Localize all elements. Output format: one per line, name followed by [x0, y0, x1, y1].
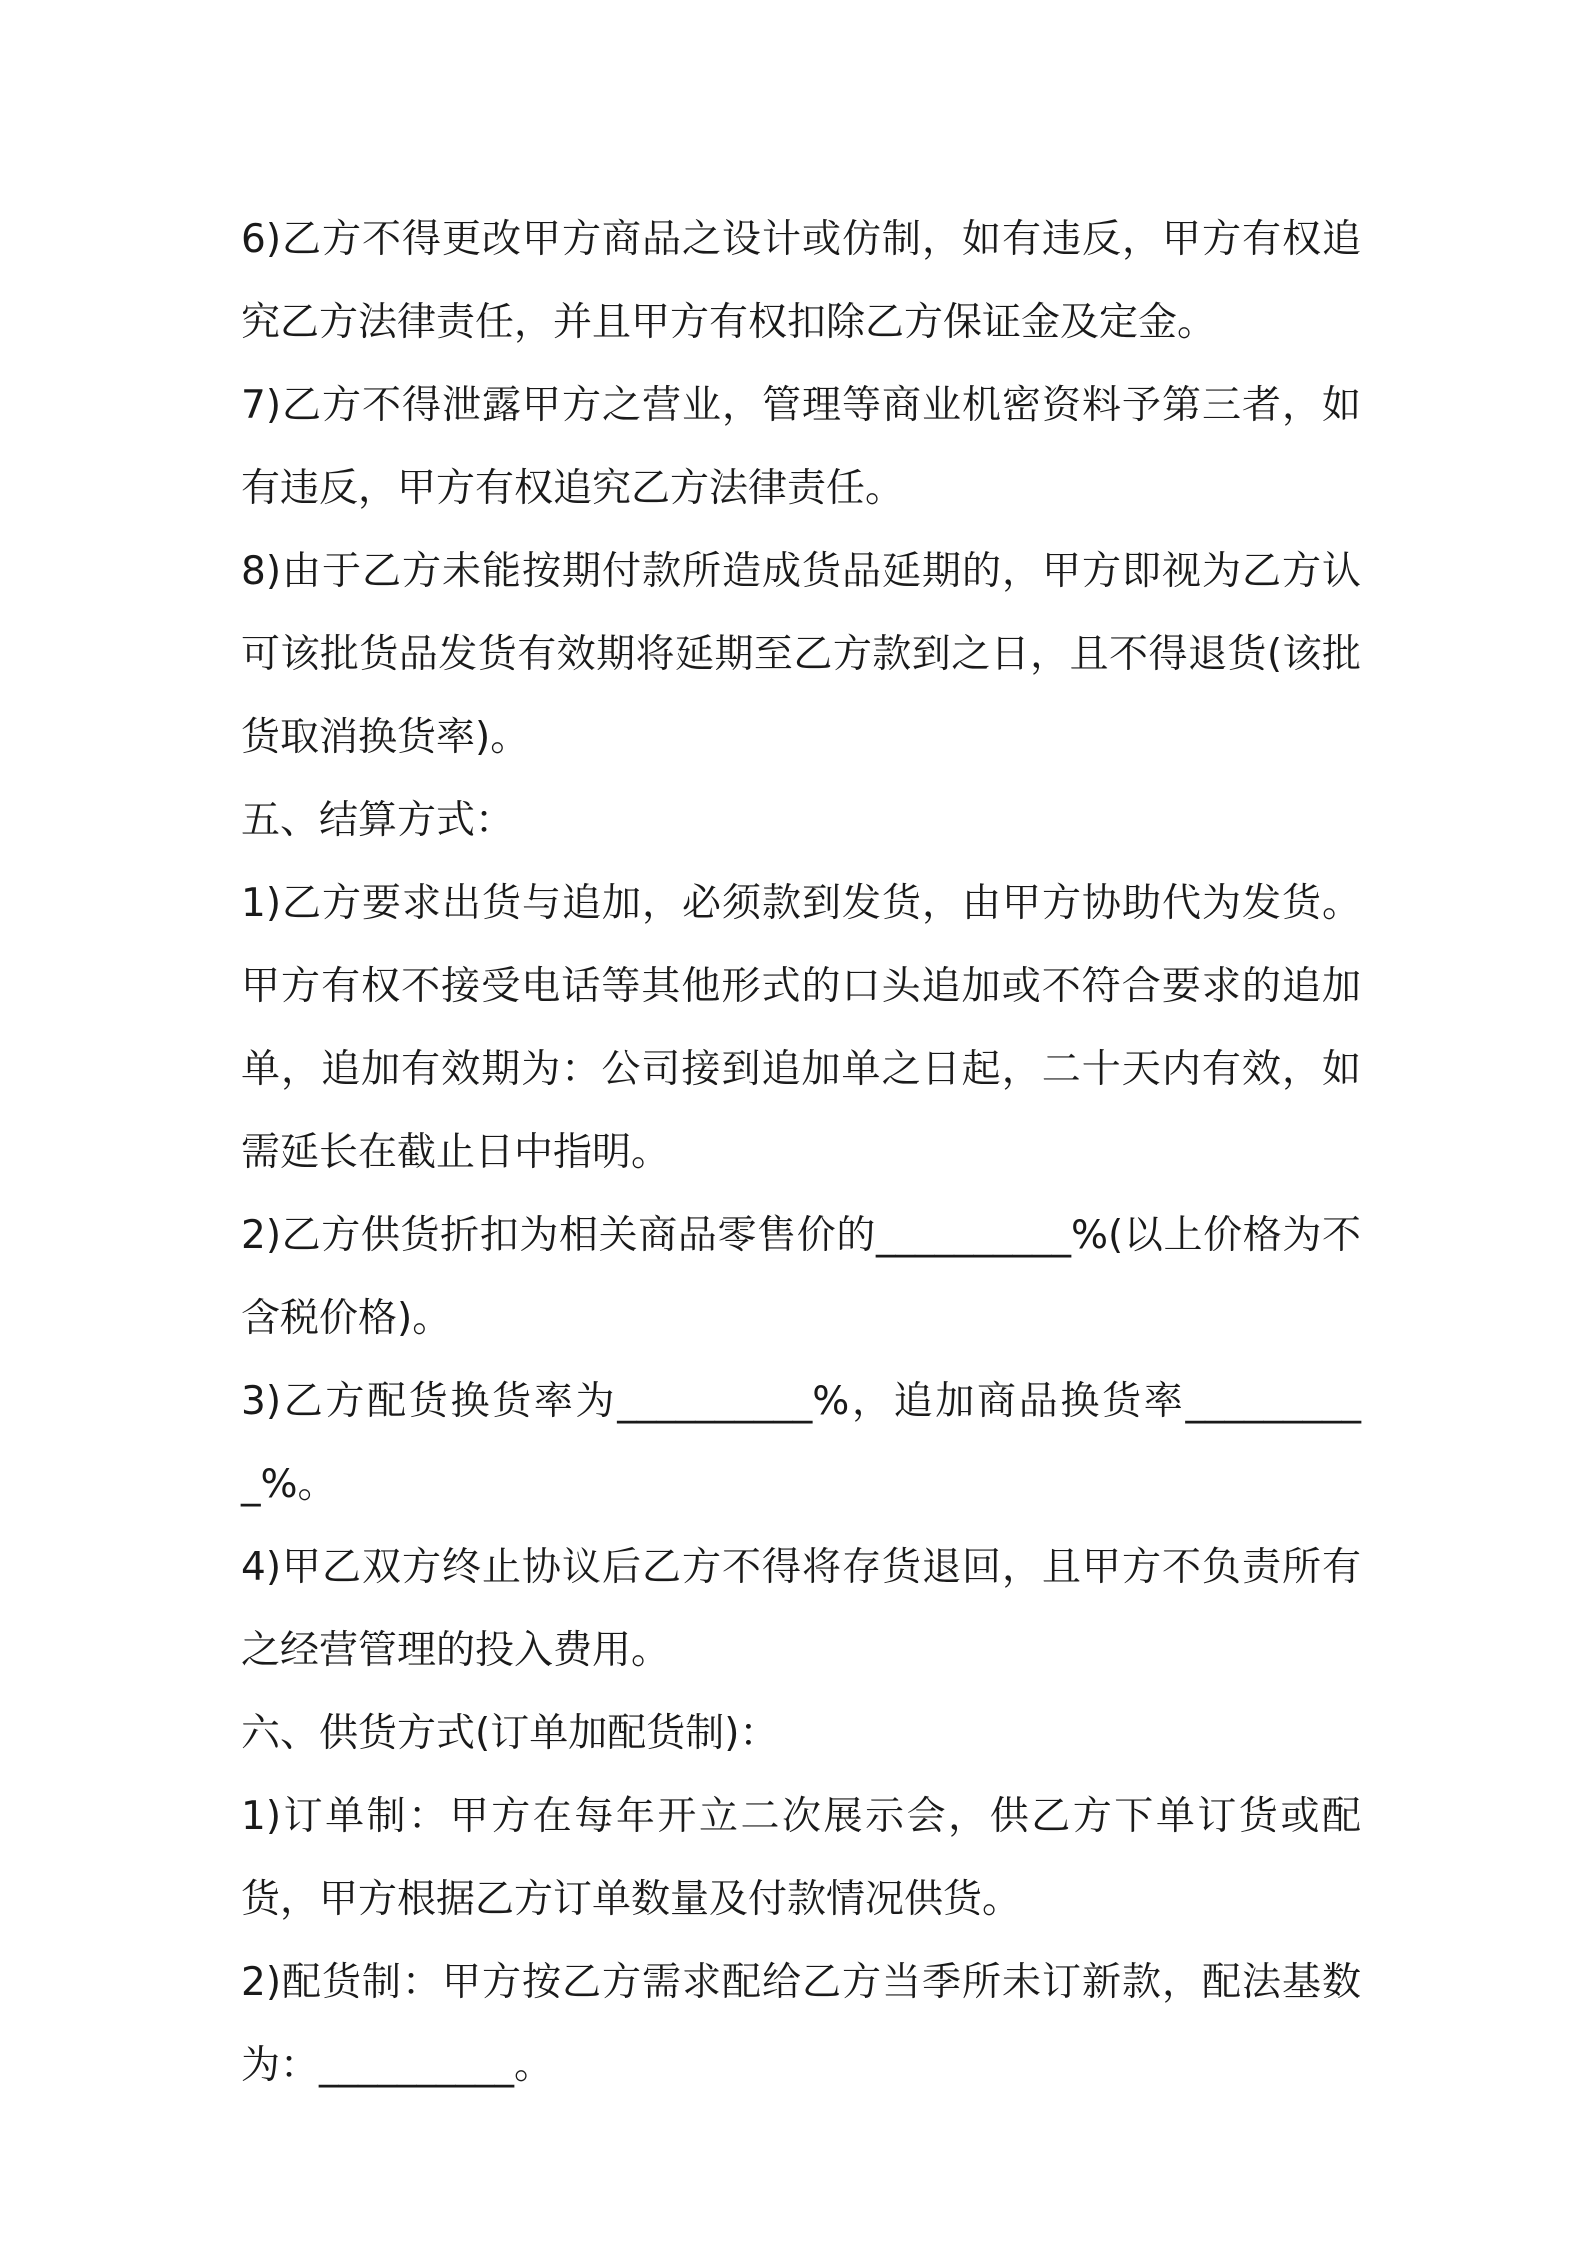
clause-7-confidentiality: 7)乙方不得泄露甲方之营业，管理等商业机密资料予第三者，如有违反，甲方有权追究乙方法律责任。 [241, 383, 1361, 511]
document-body [241, 198, 1361, 2107]
supply-clause-2: 2)配货制：甲方按乙方需求配给乙方当季所未订新款，配法基数为：__________。 [241, 1960, 1361, 2088]
settlement-clause-4: 4)甲乙双方终止协议后乙方不得将存货退回，且甲方不负责所有之经营管理的投入费用。 [241, 1545, 1361, 1673]
settlement-clause-2: 2)乙方供货折扣为相关商品零售价的__________%(以上价格为不含税价格)。 [241, 1213, 1361, 1341]
clause-6-design-copy: 6)乙方不得更改甲方商品之设计或仿制，如有违反，甲方有权追究乙方法律责任，并且甲方有权扣除乙方保证金及定金。 [241, 217, 1361, 345]
clause-8-late-payment: 8)由于乙方未能按期付款所造成货品延期的，甲方即视为乙方认可该批货品发货有效期将延期至乙方款到之日，且不得退货(该批货取消换货率)。 [241, 549, 1361, 760]
settlement-clause-3: 3)乙方配货换货率为__________%，追加商品换货率__________%。 [241, 1379, 1361, 1507]
section-5-heading: 五、结算方式： [241, 798, 515, 843]
supply-clause-1: 1)订单制：甲方在每年开立二次展示会，供乙方下单订货或配货，甲方根据乙方订单数量及付款情况供货。 [241, 1794, 1361, 1922]
settlement-clause-1: 1)乙方要求出货与追加，必须款到发货，由甲方协助代为发货。甲方有权不接受电话等其他形式的口头追加或不符合要求的追加单，追加有效期为：公司接到追加单之日起，二十天内有效，如需延长在截止日中指明。 [241, 881, 1361, 1175]
section-6-heading: 六、供货方式(订单加配货制)： [241, 1711, 779, 1756]
